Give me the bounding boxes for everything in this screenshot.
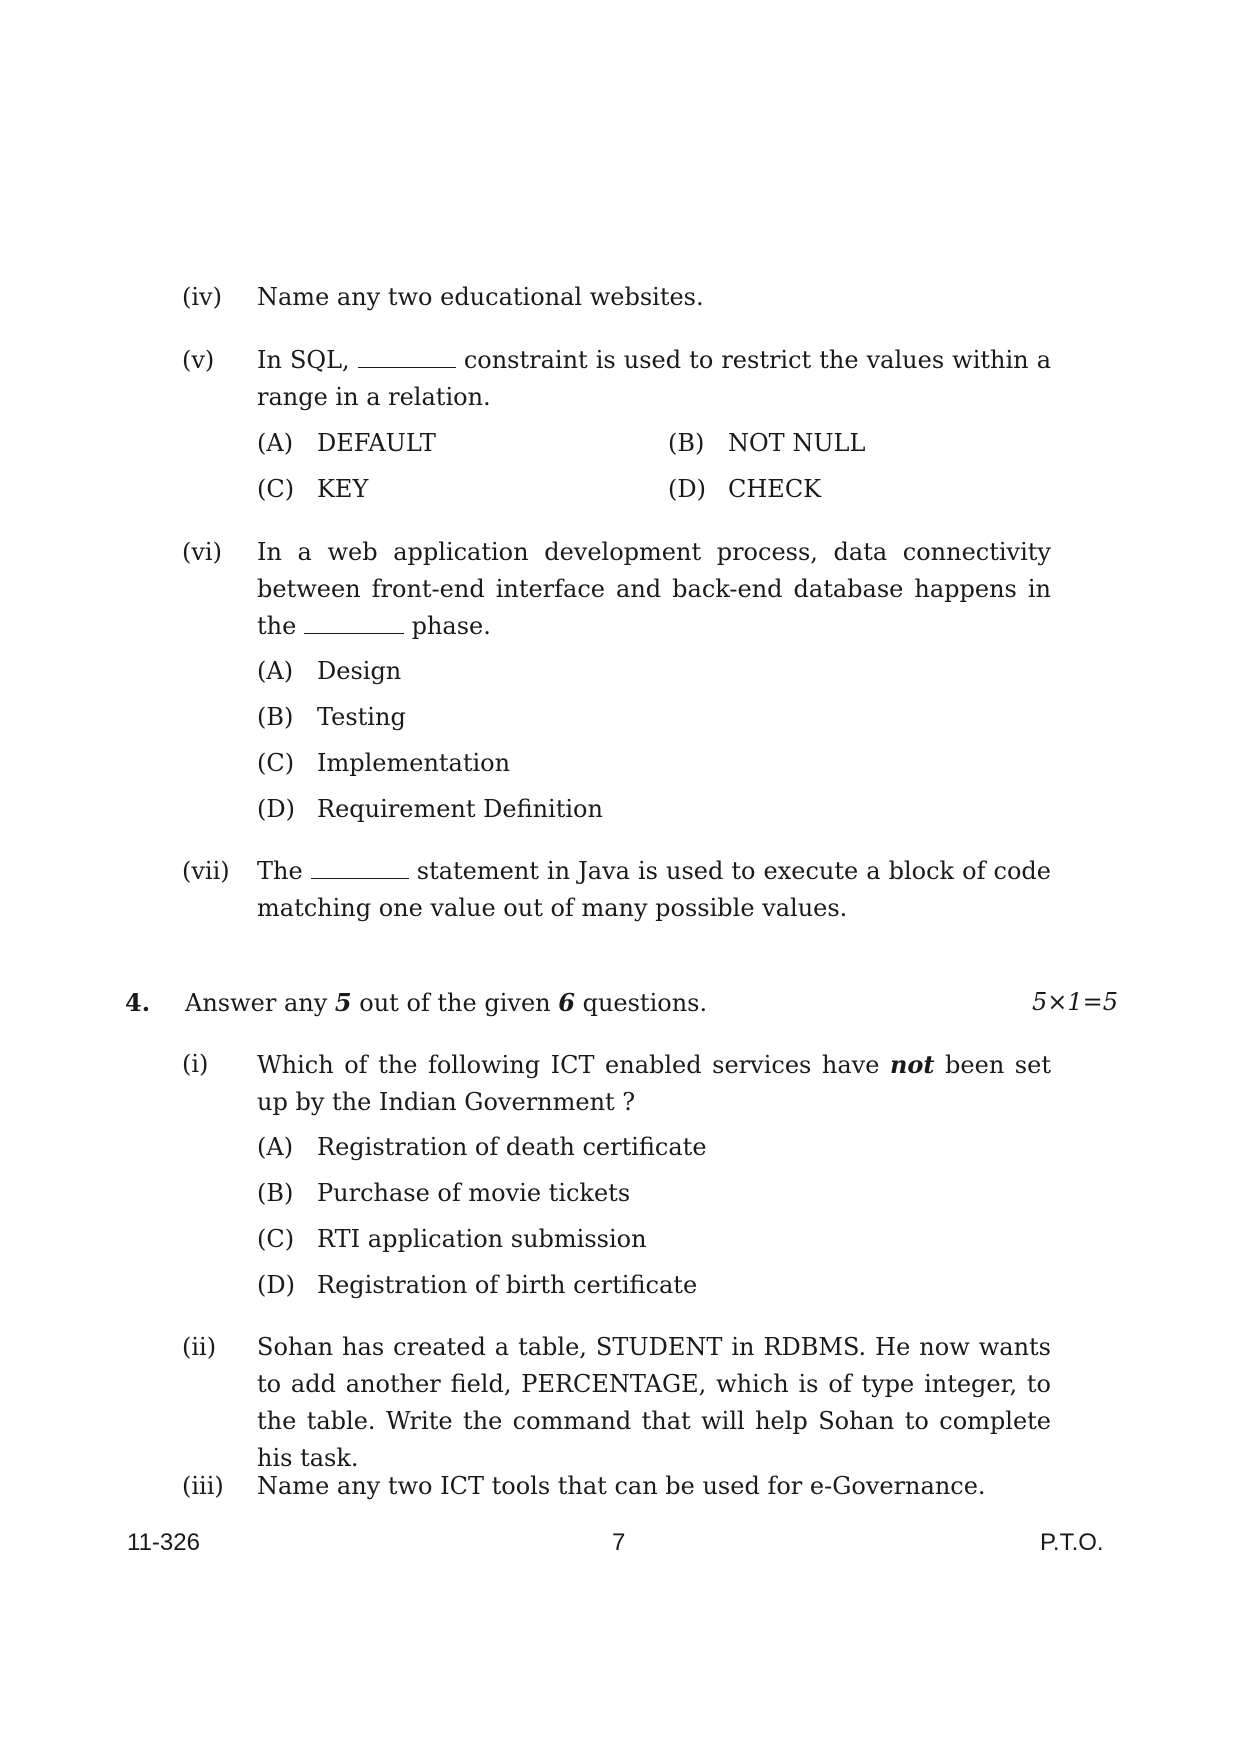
- paper-code: 11-326: [127, 1529, 200, 1556]
- option-text: CHECK: [728, 475, 822, 503]
- fill-blank: [304, 615, 404, 634]
- question-4-number: [125, 984, 150, 1022]
- instruction-text: out of the given: [359, 989, 551, 1017]
- option-label: (D): [257, 1271, 295, 1299]
- option-text: DEFAULT: [317, 429, 436, 457]
- question-number: (ii): [182, 1333, 217, 1361]
- option-label: (A): [257, 429, 294, 457]
- option-label: (A): [257, 657, 294, 685]
- option-text: Design: [317, 657, 402, 685]
- question-number: (vii): [182, 857, 230, 885]
- question-text: [257, 853, 1051, 927]
- option-text: Implementation: [317, 749, 511, 777]
- option-text: Purchase of movie tickets: [317, 1179, 631, 1207]
- question-text-part: phase.: [411, 612, 491, 640]
- question-number: (vi): [182, 538, 222, 566]
- question-text-part: The: [257, 857, 303, 885]
- instruction-number: 5: [334, 988, 352, 1017]
- option-label: (C): [257, 1225, 295, 1253]
- fill-blank: [311, 860, 409, 879]
- question-text: [257, 1046, 1051, 1121]
- question-text-part: In SQL,: [257, 346, 350, 374]
- instruction-text: questions.: [582, 989, 708, 1017]
- option-label: (B): [257, 703, 294, 731]
- question-text-part: been set up by the Indian Government ?: [257, 1051, 1051, 1116]
- question-text-part: constraint is used to restrict the values within a range in a relation.: [257, 346, 1052, 411]
- instruction-text: Answer any: [185, 989, 328, 1017]
- question-text: Sohan has created a table, STUDENT in RDBMS. He now wants to add another field, PERCENTAGE, which is of type integer, to the table. Write the command that will help Sohan to complete his task.: [257, 1333, 1051, 1472]
- question-text: [257, 534, 1051, 645]
- option-text: RTI application submission: [317, 1225, 647, 1253]
- option-label: (C): [257, 475, 295, 503]
- page-number: 7: [612, 1529, 626, 1556]
- question-4-instruction: [185, 984, 707, 1022]
- option-label: (D): [257, 795, 295, 823]
- option-label: (A): [257, 1133, 294, 1161]
- marks-label: 5×1=5: [1032, 988, 1119, 1016]
- option-label: (C): [257, 749, 295, 777]
- option-text: Requirement Definition: [317, 795, 603, 823]
- emphasis-text: not: [889, 1050, 935, 1079]
- question-text: Name any two ICT tools that can be used for e-Governance.: [257, 1472, 986, 1500]
- question-text: Name any two educational websites.: [257, 283, 704, 311]
- question-number: (iv): [182, 283, 222, 311]
- option-text: KEY: [317, 475, 369, 503]
- question-number: (iii): [182, 1472, 224, 1500]
- question-number: 4.: [125, 988, 151, 1017]
- question-text-part: Which of the following ICT enabled services have: [257, 1051, 880, 1079]
- instruction-number: 6: [558, 988, 575, 1017]
- question-number: (i): [182, 1050, 209, 1078]
- question-text: [257, 342, 1051, 416]
- question-text-part: statement in Java is used to execute a block of code matching one value out of many possible values.: [257, 857, 1051, 922]
- option-label: (B): [668, 429, 705, 457]
- question-text-part: In a web application development process, data connectivity between front-end interface and back-end database happens in the: [257, 538, 1051, 640]
- option-label: (D): [668, 475, 706, 503]
- option-text: NOT NULL: [728, 429, 866, 457]
- option-text: Registration of death certificate: [317, 1133, 707, 1161]
- option-text: Registration of birth certificate: [317, 1271, 698, 1299]
- option-text: Testing: [317, 703, 406, 731]
- option-label: (B): [257, 1179, 294, 1207]
- fill-blank: [358, 349, 456, 368]
- question-number: (v): [182, 346, 215, 374]
- please-turn-over: P.T.O.: [1040, 1529, 1104, 1556]
